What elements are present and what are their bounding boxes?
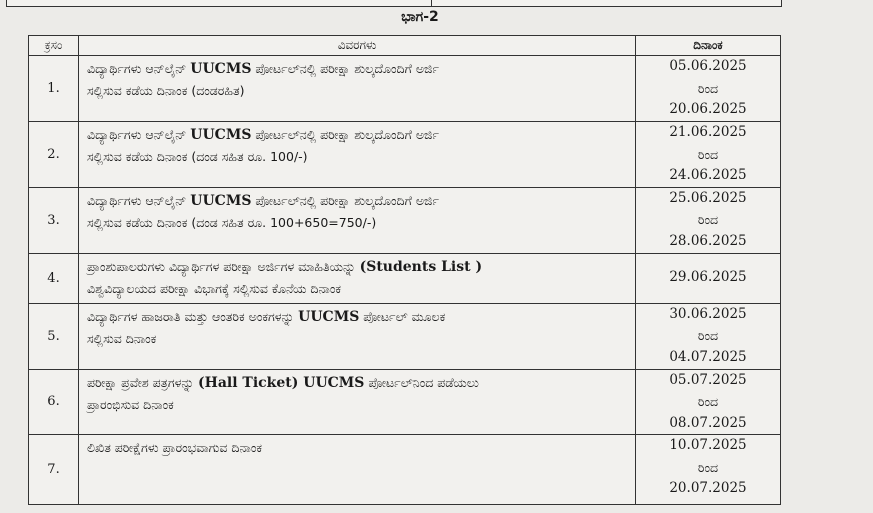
details-line-1	[87, 437, 629, 459]
date-cell	[636, 435, 781, 505]
date-cell	[636, 187, 781, 253]
start-date: 29.06.2025	[669, 269, 747, 286]
end-date: 28.06.2025	[669, 232, 747, 249]
table-row	[29, 122, 781, 188]
details-line-1	[87, 306, 629, 328]
table-row	[29, 369, 781, 435]
details-cell	[79, 56, 636, 122]
details-line-2	[87, 212, 629, 234]
details-cell	[79, 435, 636, 505]
previous-table-bottom-edge	[6, 0, 782, 7]
details-text: ಪ್ರಾಂಶುಪಾಲರುಗಳು ವಿದ್ಯಾರ್ಥಿಗಳ ಪರೀಕ್ಷಾ ಅರ್ಜಿಗಳ ಮಾಹಿತಿಯನ್ನು	[87, 258, 356, 274]
details-text: ಸಲ್ಲಿಸುವ ಕಡೆಯ ದಿನಾಂಕ (ದಂಡ ಸಹಿತ ರೂ. 100+650=750/-)	[87, 214, 377, 230]
date-cell	[636, 253, 781, 303]
serial-number-cell: 3.	[29, 187, 79, 253]
start-date: 30.06.2025	[669, 305, 747, 322]
serial-number-cell: 4.	[29, 253, 79, 303]
date-column-header: ದಿನಾಂಕ	[636, 36, 781, 56]
serial-number-cell: 6.	[29, 369, 79, 435]
details-text: ವಿದ್ಯಾರ್ಥಿಗಳು ಆನ್‌ಲೈನ್	[87, 61, 187, 76]
details-text: ಪರೀಕ್ಷಾ ಪ್ರವೇಶ ಪತ್ರಗಳನ್ನು	[87, 374, 194, 390]
details-line-2	[87, 80, 629, 102]
details-line-2	[87, 328, 629, 350]
serial-number-cell: 7.	[29, 435, 79, 505]
details-text: ಸಲ್ಲಿಸುವ ಕಡೆಯ ದಿನಾಂಕ (ದಂಡರಹಿತ)	[87, 83, 245, 98]
details-line-1	[87, 124, 629, 146]
details-line-1	[87, 190, 629, 212]
end-date: 20.06.2025	[669, 101, 747, 117]
table-row	[29, 253, 781, 303]
date-cell	[636, 303, 781, 369]
end-date: 08.07.2025	[669, 414, 747, 431]
date-range-connector: ರಿಂದ	[697, 212, 719, 227]
start-date: 25.06.2025	[669, 189, 747, 206]
details-line-2	[87, 278, 629, 300]
date-range-connector: ರಿಂದ	[697, 80, 719, 96]
date-range-connector: ರಿಂದ	[697, 146, 719, 162]
details-cell	[79, 187, 636, 253]
details-text: ಲಿಖಿತ ಪರೀಕ್ಷೆಗಳು ಪ್ರಾರಂಭವಾಗುವ ದಿನಾಂಕ	[87, 440, 262, 455]
date-range-connector: ರಿಂದ	[697, 459, 719, 475]
previous-table-column-divider	[431, 0, 432, 6]
date-cell	[636, 122, 781, 188]
details-text: ವಿದ್ಯಾರ್ಥಿಗಳು ಆನ್‌ಲೈನ್	[87, 192, 187, 208]
details-cell	[79, 253, 636, 303]
table-header-row	[29, 36, 781, 56]
start-date: 05.07.2025	[669, 371, 747, 388]
details-cell	[79, 369, 636, 435]
details-text: ವಿದ್ಯಾರ್ಥಿಗಳು ಆನ್‌ಲೈನ್	[87, 127, 187, 142]
date-cell	[636, 369, 781, 435]
serial-number-cell: 2.	[29, 122, 79, 188]
details-line-2	[87, 146, 629, 168]
date-cell	[636, 56, 781, 122]
details-text: ಪೋರ್ಟಲ್‌ನಲ್ಲಿ ಪರೀಕ್ಷಾ ಶುಲ್ಕದೊಂದಿಗೆ ಅರ್ಜಿ	[255, 192, 439, 208]
details-text: ಪೋರ್ಟಲ್‌ನಲ್ಲಿ ಪರೀಕ್ಷಾ ಶುಲ್ಕದೊಂದಿಗೆ ಅರ್ಜಿ	[255, 61, 439, 76]
details-line-1	[87, 372, 629, 394]
details-column-header: ವಿವರಗಳು	[79, 36, 636, 56]
end-date: 24.06.2025	[669, 167, 747, 183]
serial-column-header: ಕ್ರಸಂ	[29, 36, 79, 56]
serial-number-cell: 5.	[29, 303, 79, 369]
details-bold-text: UUCMS	[190, 61, 252, 77]
table-row	[29, 187, 781, 253]
details-text: ವಿದ್ಯಾರ್ಥಿಗಳ ಹಾಜರಾತಿ ಮತ್ತು ಆಂತರಿಕ ಅಂಕಗಳನ್ನು	[87, 308, 295, 324]
details-text: ಪೋರ್ಟಲ್‌ನಿಂದ ಪಡೆಯಲು	[368, 374, 479, 390]
details-text: ಸಲ್ಲಿಸುವ ದಿನಾಂಕ	[87, 330, 157, 346]
details-cell	[79, 303, 636, 369]
details-bold-text: (Students List )	[359, 258, 483, 275]
details-text: ವಿಶ್ವವಿದ್ಯಾಲಯದ ಪರೀಕ್ಷಾ ವಿಭಾಗಕ್ಕೆ ಸಲ್ಲಿಸುವ ಕೊನೆಯ ದಿನಾಂಕ	[87, 280, 341, 296]
details-cell	[79, 122, 636, 188]
date-range-connector: ರಿಂದ	[697, 328, 719, 343]
part-title: ಭಾಗ-2	[401, 9, 439, 25]
details-line-2	[87, 394, 629, 416]
details-text: ಪೋರ್ಟಲ್ ಮೂಲಕ	[363, 308, 446, 324]
details-bold-text: UUCMS	[190, 192, 252, 209]
details-line-1	[87, 58, 629, 80]
table-body	[29, 56, 781, 505]
details-text: ಪ್ರಾರಂಭಿಸುವ ದಿನಾಂಕ	[87, 396, 174, 412]
table-row	[29, 56, 781, 122]
details-bold-text: (Hall Ticket) UUCMS	[197, 374, 365, 391]
details-text: ಪೋರ್ಟಲ್‌ನಲ್ಲಿ ಪರೀಕ್ಷಾ ಶುಲ್ಕದೊಂದಿಗೆ ಅರ್ಜಿ	[255, 127, 439, 142]
serial-number-cell: 1.	[29, 56, 79, 122]
details-text: ಸಲ್ಲಿಸುವ ಕಡೆಯ ದಿನಾಂಕ (ದಂಡ ಸಹಿತ ರೂ. 100/-)	[87, 149, 308, 164]
end-date: 04.07.2025	[669, 348, 747, 365]
table-row	[29, 303, 781, 369]
end-date: 20.07.2025	[669, 480, 747, 496]
details-bold-text: UUCMS	[298, 308, 360, 325]
start-date: 10.07.2025	[669, 437, 747, 453]
details-line-1	[87, 256, 629, 278]
start-date: 05.06.2025	[669, 58, 747, 74]
date-range-connector: ರಿಂದ	[697, 394, 719, 409]
schedule-table	[28, 35, 781, 505]
details-bold-text: UUCMS	[190, 127, 252, 143]
table-row	[29, 435, 781, 505]
start-date: 21.06.2025	[669, 124, 747, 140]
